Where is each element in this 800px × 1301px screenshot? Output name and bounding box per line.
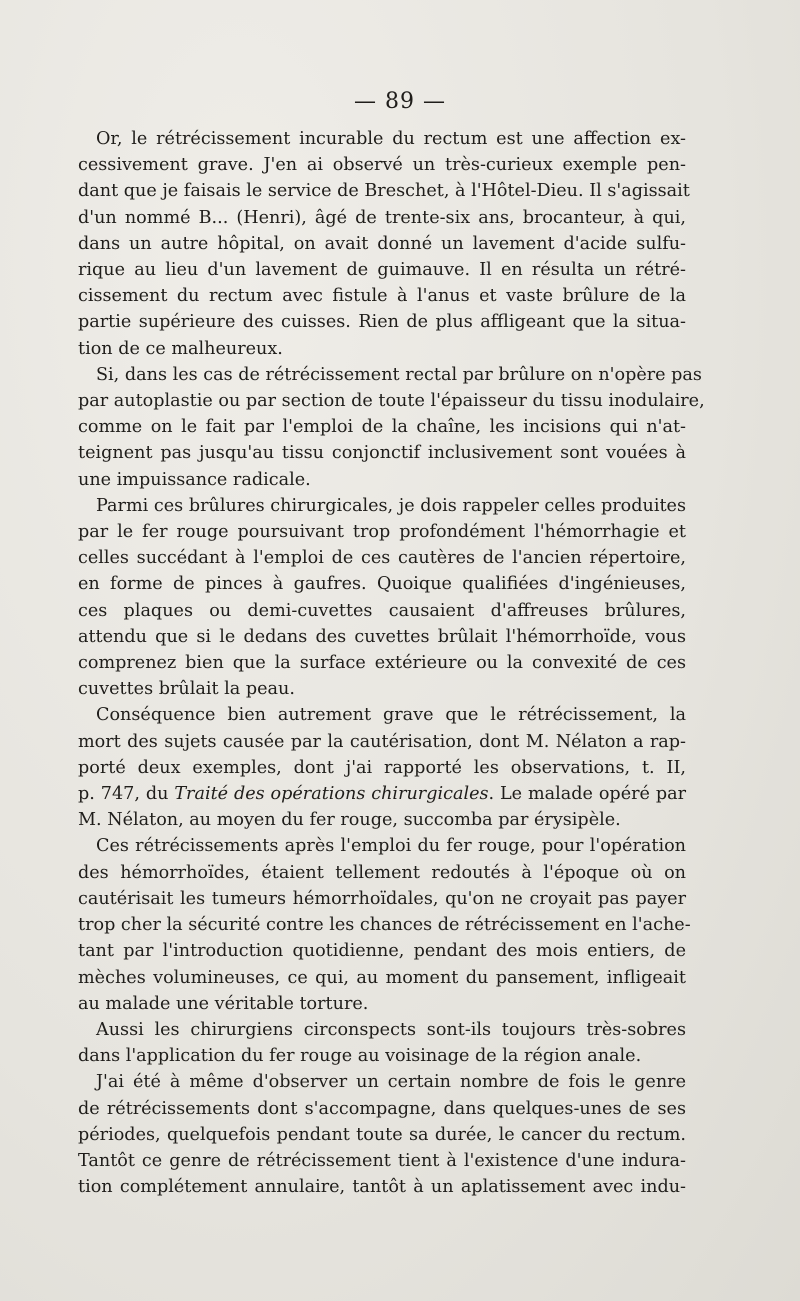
paragraph — [78, 1069, 686, 1200]
paragraph — [78, 1017, 686, 1069]
text-line: tant par l'introduction quotidienne, pendant des mois entiers, de — [78, 941, 686, 962]
text-line: Aussi les chirurgiens circonspects sont-ils toujours très-sobres — [96, 1019, 686, 1040]
text-line: par le fer rouge poursuivant trop profondément l'hémorrhagie et — [78, 522, 686, 543]
text-line: au malade une véritable torture. — [78, 993, 369, 1014]
text-line: rique au lieu d'un lavement de guimauve. Il en résulta un rétré- — [78, 260, 686, 281]
text-line: celles succédant à l'emploi de ces cautères de l'ancien répertoire, — [78, 548, 686, 569]
text-line: tion de ce malheureux. — [78, 338, 283, 359]
text-line: Tantôt ce genre de rétrécissement tient à l'existence d'une indura- — [78, 1150, 686, 1171]
text-line: trop cher la sécurité contre les chances de rétrécissement en l'ache- — [78, 915, 691, 936]
book-title: Traité des opérations chirurgicales — [174, 784, 489, 805]
body-text — [78, 126, 705, 1200]
text-line: cissement du rectum avec fistule à l'anus et vaste brûlure de la — [78, 286, 686, 307]
paragraph — [78, 493, 686, 703]
text-line: ces plaques ou demi-cuvettes causaient d'affreuses brûlures, — [78, 600, 686, 621]
text-line: mort des sujets causée par la cautérisation, dont M. Nélaton a rap- — [78, 731, 686, 752]
text-line: dans un autre hôpital, on avait donné un lavement d'acide sulfu- — [78, 233, 686, 254]
paragraph — [78, 833, 691, 1016]
text-line: une impuissance radicale. — [78, 469, 311, 490]
text-line: p. 747, du Traité des opérations chirurgicales. Le malade opéré par — [78, 784, 686, 805]
text-line: comme on le fait par l'emploi de la chaîne, les incisions qui n'at- — [78, 417, 686, 438]
text-line: en forme de pinces à gaufres. Quoique qualifiées d'ingénieuses, — [78, 574, 686, 595]
text-line: dant que je faisais le service de Breschet, à l'Hôtel-Dieu. Il s'agissait — [78, 181, 690, 202]
text-line: M. Nélaton, au moyen du fer rouge, succomba par érysipèle. — [78, 810, 621, 831]
text-line: Or, le rétrécissement incurable du rectum est une affection ex- — [96, 129, 686, 149]
text-line: teignent pas jusqu'au tissu conjonctif inclusivement sont vouées à — [78, 443, 686, 464]
text-line: cessivement grave. J'en ai observé un très-curieux exemple pen- — [78, 155, 686, 176]
text-line: Si, dans les cas de rétrécissement rectal par brûlure on n'opère pas — [96, 364, 702, 385]
text-line: Parmi ces brûlures chirurgicales, je dois rappeler celles produites — [96, 495, 686, 516]
text-line: des hémorrhoïdes, étaient tellement redoutés à l'époque où on — [78, 862, 686, 883]
text-line: porté deux exemples, dont j'ai rapporté les observations, t. II, — [78, 757, 686, 778]
text-line: par autoplastie ou par section de toute l'épaisseur du tissu inodulaire, — [78, 391, 705, 412]
paragraph — [78, 126, 690, 362]
text-line: de rétrécissements dont s'accompagne, dans quelques-unes de ses — [78, 1098, 686, 1119]
text-line: Conséquence bien autrement grave que le rétrécissement, la — [96, 705, 686, 726]
page-number: — 89 — — [354, 89, 446, 114]
text-line: Ces rétrécissements après l'emploi du fer rouge, pour l'opération — [96, 836, 686, 857]
text-line: comprenez bien que la surface extérieure ou la convexité de ces — [78, 653, 686, 674]
paragraph — [78, 362, 705, 493]
paragraph — [78, 702, 686, 833]
text-line: cuvettes brûlait la peau. — [78, 679, 295, 700]
text-line: attendu que si le dedans des cuvettes brûlait l'hémorrhoïde, vous — [78, 626, 686, 647]
text-line: tion complétement annulaire, tantôt à un aplatissement avec indu- — [78, 1177, 686, 1198]
text-line: périodes, quelquefois pendant toute sa durée, le cancer du rectum. — [78, 1124, 686, 1145]
text-line: partie supérieure des cuisses. Rien de plus affligeant que la situa- — [78, 312, 686, 333]
text-line: mèches volumineuses, ce qui, au moment du pansement, infligeait — [78, 967, 686, 988]
text-line: cautérisait les tumeurs hémorrhoïdales, qu'on ne croyait pas payer — [78, 888, 686, 909]
text-line: d'un nommé B... (Henri), âgé de trente-six ans, brocanteur, à qui, — [78, 207, 686, 228]
text-line: J'ai été à même d'observer un certain nombre de fois le genre — [96, 1072, 686, 1093]
text-line: dans l'application du fer rouge au voisinage de la région anale. — [78, 1046, 642, 1067]
